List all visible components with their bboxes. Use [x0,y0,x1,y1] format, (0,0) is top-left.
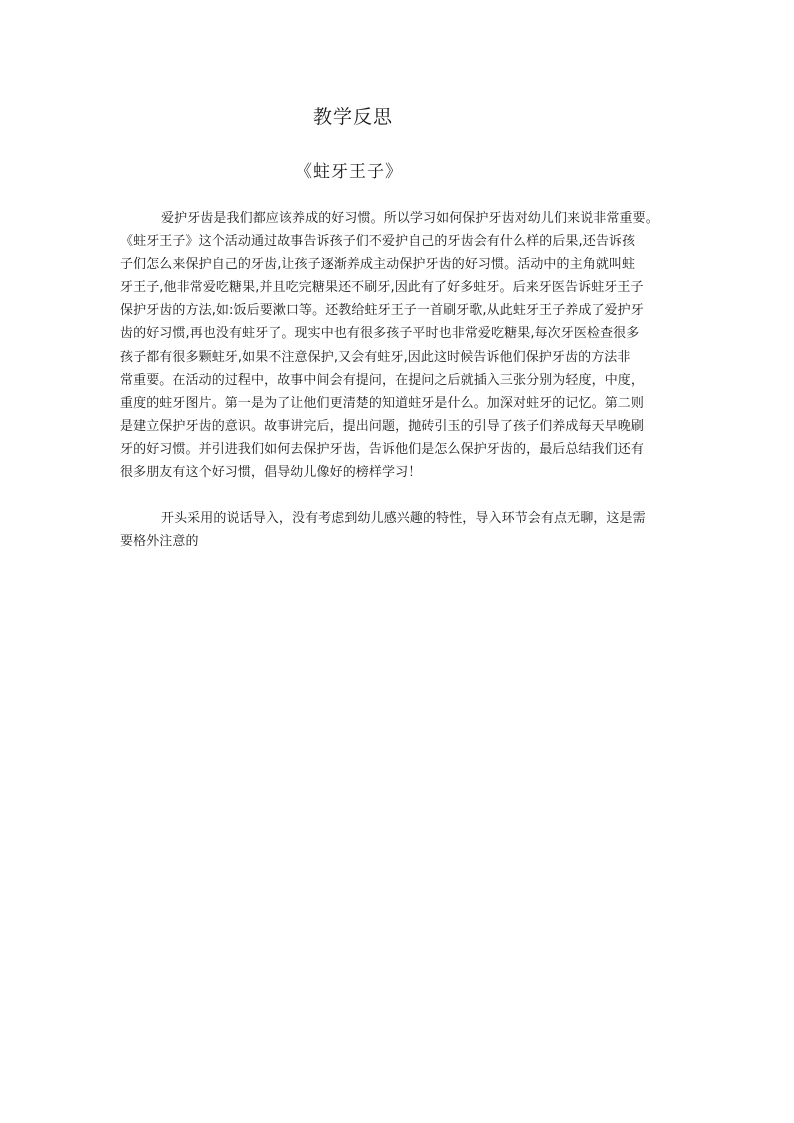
paragraph-line: 齿的好习惯,再也没有蛀牙了。现实中也有很多孩子平时也非常爱吃糖果,每次牙医检查很多 [120,326,640,342]
paragraph-1 [120,207,700,484]
paragraph-line: 常重要。在活动的过程中，故事中间会有提问，在提问之后就插入三张分别为轻度，中度， [120,372,645,388]
paragraph-line: 子们怎么来保护自己的牙齿,让孩子逐渐养成主动保护牙齿的好习惯。活动中的主角就叫蛀 [120,257,636,273]
paragraph-2 [120,507,700,553]
paragraph-line: 开头采用的说话导入，没有考虑到幼儿感兴趣的特性，导入环节会有点无聊，这是需 [161,511,646,526]
paragraph-line: 是建立保护牙齿的意识。故事讲完后，提出问题，抛砖引玉的引导了孩子们养成每天早晚刷 [120,418,645,434]
paragraph-line: 牙王子,他非常爱吃糖果,并且吃完糖果还不刷牙,因此有了好多蛀牙。后来牙医告诉蛀牙王子 [120,280,644,296]
paragraph-line: 牙的好习惯。并引进我们如何去保护牙齿，告诉他们是怎么保护牙齿的，最后总结我们还有 [120,441,645,457]
paragraph-line: 《蛀牙王子》这个活动通过故事告诉孩子们不爱护自己的牙齿会有什么样的后果,还告诉孩 [120,234,636,250]
paragraph-line: 孩子都有很多颗蛀牙,如果不注意保护,又会有蛀牙,因此这时候告诉他们保护牙齿的方法非 [120,349,631,365]
paragraph-line: 要格外注意的 [120,534,199,550]
paragraph-line: 重度的蛀牙图片。第一是为了让他们更清楚的知道蛀牙是什么。加深对蛀牙的记忆。第二则 [120,395,645,411]
page-title: 教学反思 [313,106,394,128]
paragraph-line: 爱护牙齿是我们都应该养成的好习惯。所以学习如何保护牙齿对幼儿们来说非常重要。 [161,211,659,226]
paragraph-line: 很多朋友有这个好习惯，倡导幼儿像好的榜样学习！ [120,465,422,481]
paragraph-line: 保护牙齿的方法,如:饭后要漱口等。还教给蛀牙王子一首刷牙歌,从此蛀牙王子养成了爱护牙 [120,303,644,319]
story-title: 《蛀牙王子》 [295,162,403,182]
